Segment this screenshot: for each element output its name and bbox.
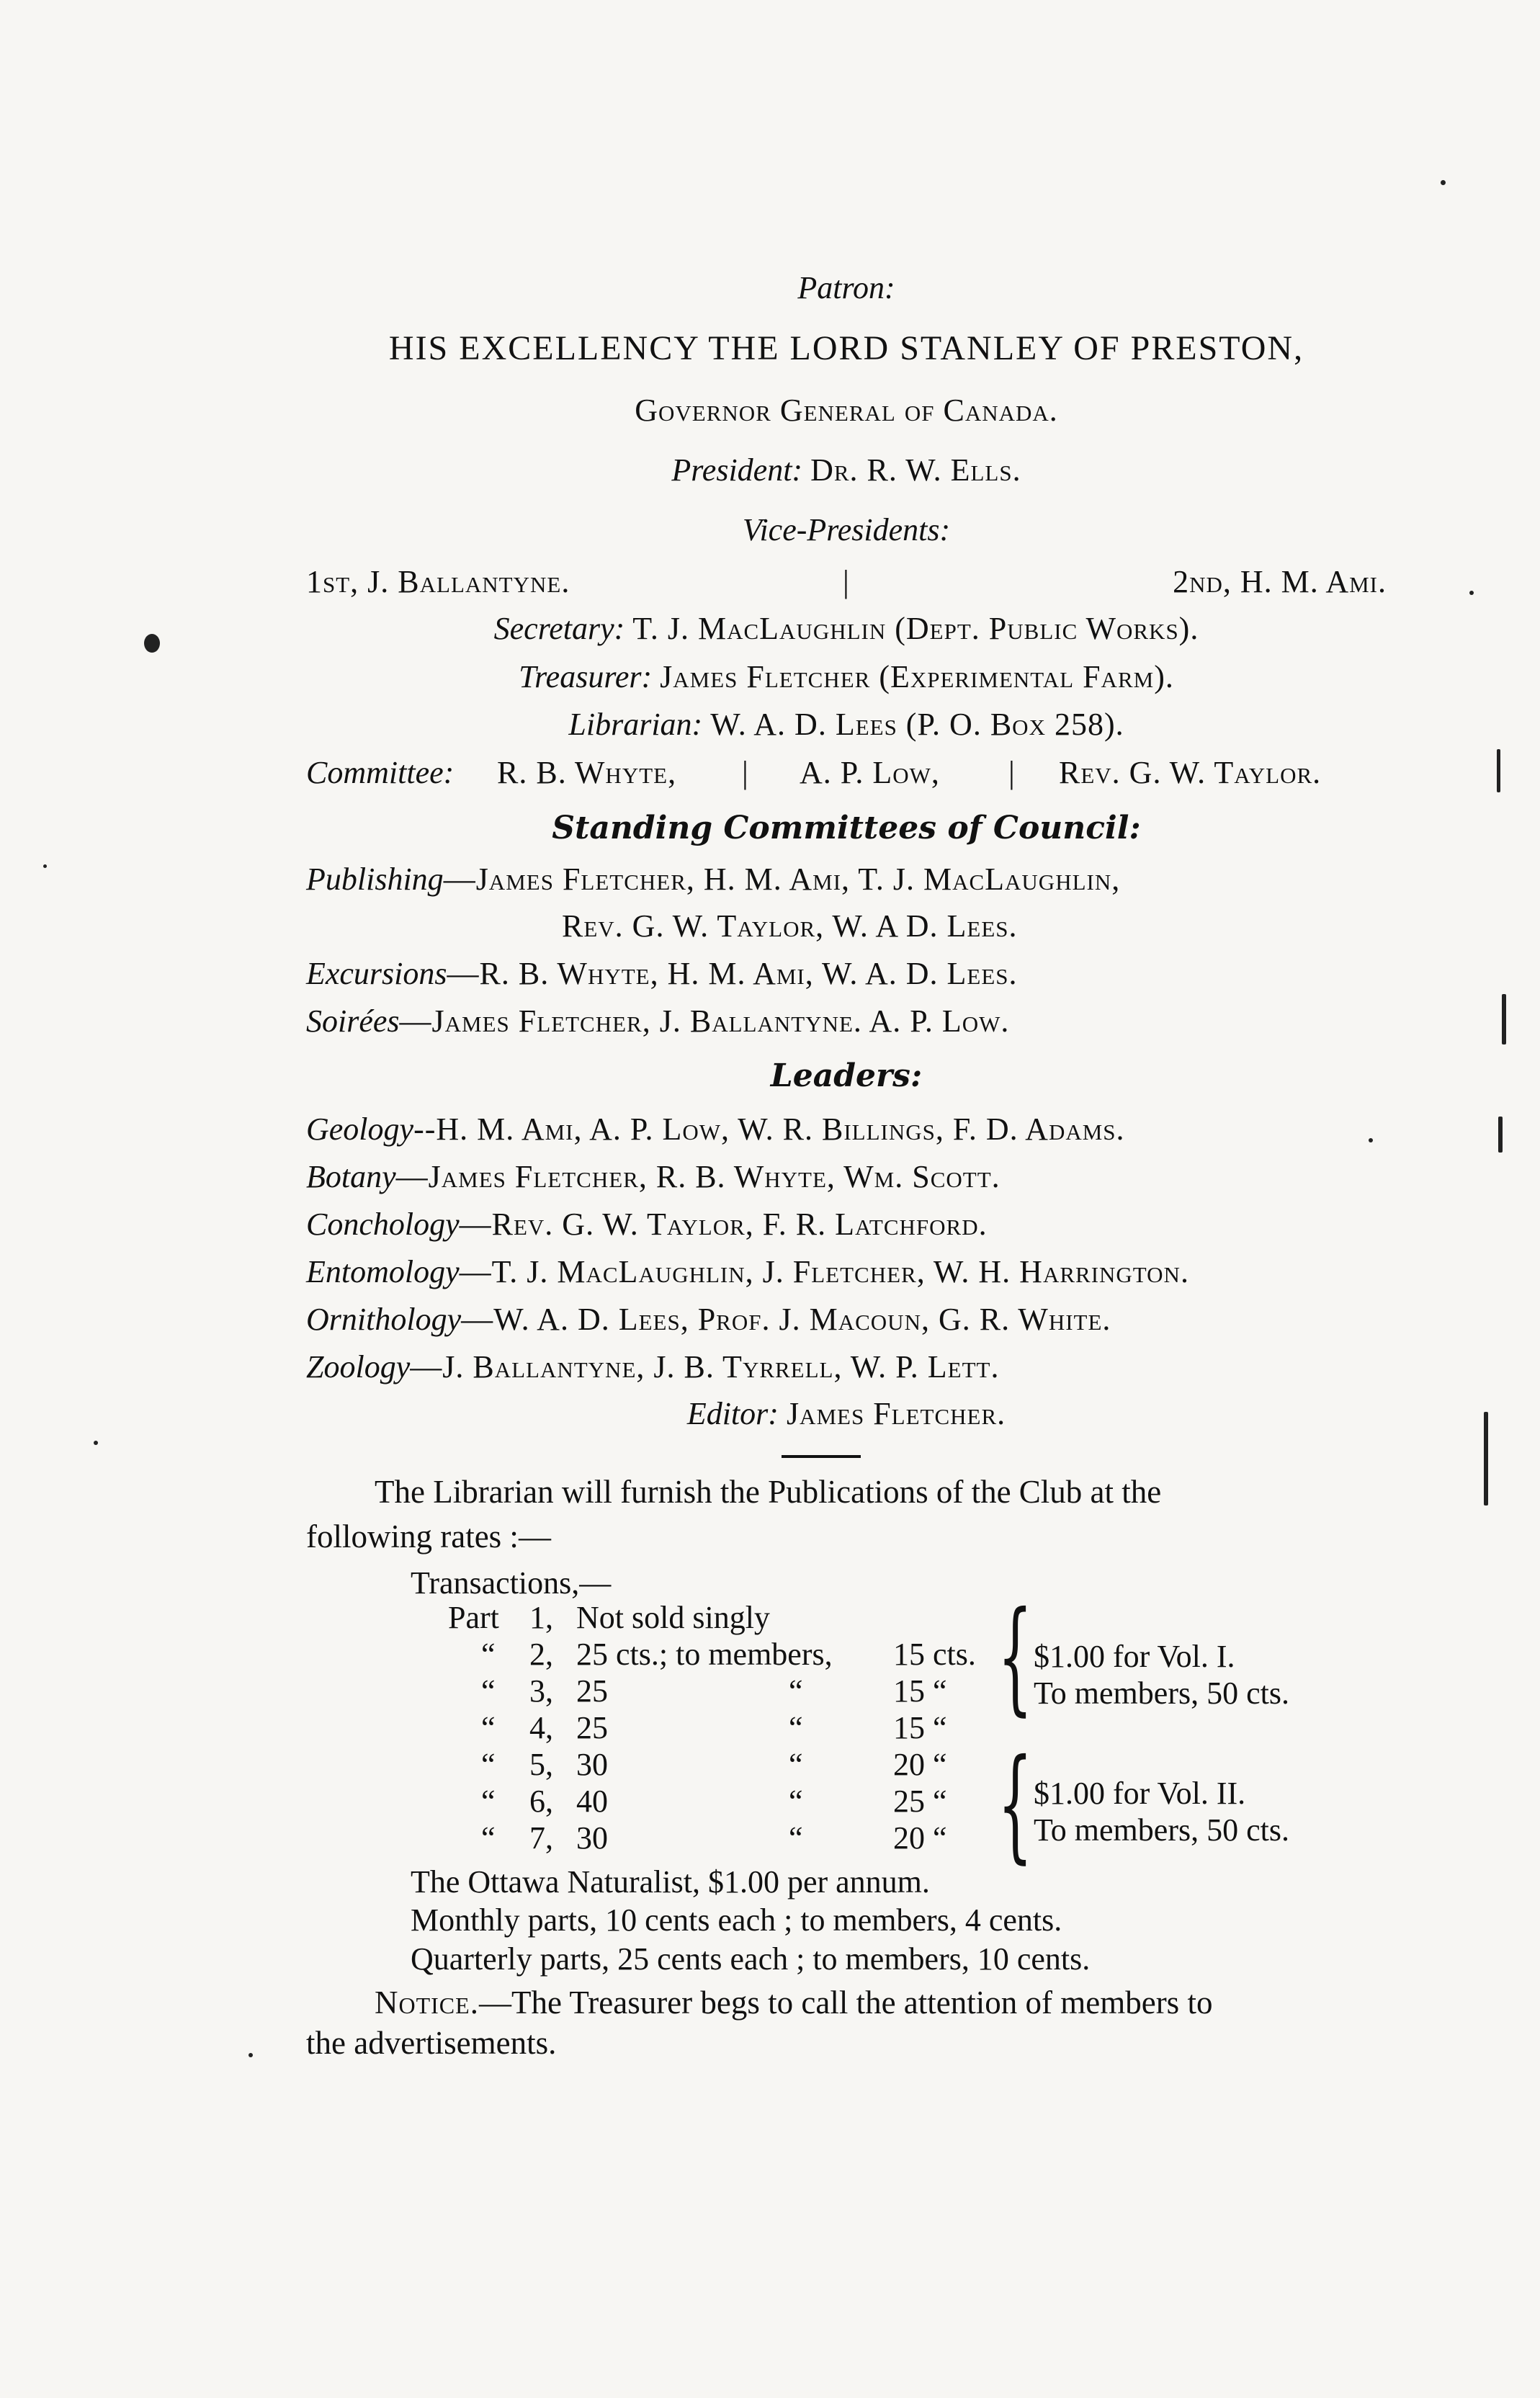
part-number: 3, (529, 1673, 553, 1709)
part-price: 25 cts.; to members, (576, 1637, 833, 1672)
part-member-ditto: “ (789, 1673, 803, 1709)
geology-value: --H. M. Ami, A. P. Low, W. R. Billings, F. D. Adams. (413, 1111, 1125, 1147)
part-number: 2, (529, 1637, 553, 1672)
committee-member-2: A. P. Low, (800, 755, 940, 790)
margin-mark (1498, 1117, 1503, 1153)
ornithology-row (306, 1299, 1387, 1340)
margin-mark (1502, 994, 1506, 1044)
dust-speck (94, 1441, 98, 1445)
part-number: 5, (529, 1747, 553, 1782)
patron-title: Governor General of Canada. (635, 393, 1058, 428)
part-ditto: “ (481, 1637, 496, 1672)
part-member-price: 25 “ (893, 1784, 947, 1819)
margin-mark (1497, 749, 1500, 792)
vice-president-separator: | (843, 564, 849, 599)
part-price: 30 (576, 1747, 608, 1782)
botany-value: —James Fletcher, R. B. Whyte, Wm. Scott. (395, 1159, 1000, 1194)
part-price: 25 (576, 1710, 608, 1745)
ornithology-value: —W. A. D. Lees, Prof. J. Macoun, G. R. White. (461, 1302, 1111, 1337)
conchology-label: Conchology (306, 1207, 460, 1242)
committee-member-3: Rev. G. W. Taylor. (1059, 755, 1322, 790)
vice-president-second: 2nd, H. M. Ami. (1173, 564, 1387, 599)
publishing-value: —James Fletcher, H. M. Ami, T. J. MacLaughlin, (443, 862, 1121, 897)
brace-vol2: { (998, 1733, 1033, 1876)
patron-label: Patron: (797, 270, 895, 305)
librarian-row (306, 704, 1387, 745)
notice-label: Notice. (375, 1985, 479, 2021)
vol2-price: $1.00 for Vol. II. (1034, 1776, 1246, 1811)
editor-value: James Fletcher. (786, 1396, 1006, 1431)
dust-speck (1469, 591, 1474, 595)
part-number: 4, (529, 1710, 553, 1745)
dust-speck (43, 864, 47, 868)
librarian-value: W. A. D. Lees (P. O. Box 258). (710, 707, 1124, 742)
botany-label: Botany (306, 1159, 396, 1194)
quarterly-parts: Quarterly parts, 25 cents each ; to members, 10 cents. (411, 1941, 1091, 1977)
treasurer-value: James Fletcher (Experimental Farm). (660, 659, 1174, 694)
editor-label: Editor: (686, 1396, 779, 1431)
president-row (306, 450, 1387, 491)
margin-mark (1484, 1412, 1488, 1506)
naturalist-subscription: The Ottawa Naturalist, $1.00 per annum. (411, 1864, 930, 1900)
secretary-value: T. J. MacLaughlin (Dept. Public Works). (632, 611, 1199, 646)
excursions-row (306, 954, 1387, 994)
editor-row (306, 1394, 1387, 1434)
geology-label: Geology (306, 1111, 414, 1147)
dust-speck (1441, 180, 1446, 185)
committee-separator-1: | (742, 755, 748, 790)
part-member-price: 15 cts. (893, 1637, 976, 1672)
botany-row (306, 1157, 1387, 1197)
entomology-value: —T. J. MacLaughlin, J. Fletcher, W. H. Harrington. (459, 1254, 1189, 1289)
vol2-members: To members, 50 cts. (1034, 1812, 1289, 1848)
zoology-row (306, 1347, 1387, 1387)
excursions-label: Excursions (306, 956, 447, 991)
part-number: 6, (529, 1784, 553, 1819)
entomology-label: Entomology (306, 1254, 460, 1289)
committee-label: Committee: (306, 755, 455, 790)
part-ditto: “ (481, 1784, 496, 1819)
part-price: 30 (576, 1820, 608, 1856)
soirees-label: Soirées (306, 1003, 400, 1039)
part-member-price: 20 “ (893, 1747, 947, 1782)
part-member-price: 15 “ (893, 1673, 947, 1709)
conchology-value: —Rev. G. W. Taylor, F. R. Latchford. (459, 1207, 988, 1242)
ornithology-label: Ornithology (306, 1302, 462, 1337)
publishing-value-continued: Rev. G. W. Taylor, W. A D. Lees. (562, 908, 1018, 944)
part-ditto: “ (481, 1673, 496, 1709)
part-member-ditto: “ (789, 1784, 803, 1819)
part-member-price: 20 “ (893, 1820, 947, 1856)
president-name: Dr. R. W. Ells. (810, 452, 1021, 488)
committee-member-1: R. B. Whyte, (497, 755, 677, 790)
transactions-label: Transactions,— (411, 1565, 612, 1601)
notice-text-continued: the advertisements. (306, 2025, 557, 2061)
soirees-value: —James Fletcher, J. Ballantyne. A. P. Low. (399, 1003, 1010, 1039)
part-member-ditto: “ (789, 1820, 803, 1856)
part-member-ditto: “ (789, 1747, 803, 1782)
part-price: Not sold singly (576, 1600, 770, 1635)
secretary-label: Secretary: (493, 611, 625, 646)
zoology-label: Zoology (306, 1349, 411, 1384)
part-number: 7, (529, 1820, 553, 1856)
ink-blot (144, 634, 160, 653)
part-member-price: 15 “ (893, 1710, 947, 1745)
part-price: 25 (576, 1673, 608, 1709)
vol1-members: To members, 50 cts. (1034, 1676, 1289, 1711)
secretary-row (306, 609, 1387, 649)
notice-row (375, 1982, 1455, 2023)
notice-text: —The Treasurer begs to call the attention of members to (478, 1985, 1213, 2021)
part-member-ditto: “ (789, 1710, 803, 1745)
section-divider (782, 1455, 861, 1458)
part-price: 40 (576, 1784, 608, 1819)
brace-vol1: { (998, 1585, 1033, 1728)
standing-committees-heading: Standing Committees of Council: (552, 810, 1141, 846)
vice-presidents-label: Vice-Presidents: (742, 512, 951, 547)
part-ditto: “ (481, 1820, 496, 1856)
part-ditto: “ (481, 1747, 496, 1782)
part-ditto: “ (481, 1710, 496, 1745)
conchology-row (306, 1204, 1387, 1245)
leaders-heading: Leaders: (770, 1057, 923, 1094)
patron-name: HIS EXCELLENCY THE LORD STANLEY OF PRESTON, (388, 329, 1304, 367)
soirees-row (306, 1001, 1387, 1042)
vice-president-first: 1st, J. Ballantyne. (306, 564, 570, 599)
treasurer-row (306, 657, 1387, 697)
treasurer-label: Treasurer: (519, 659, 653, 694)
excursions-value: —R. B. Whyte, H. M. Ami, W. A. D. Lees. (447, 956, 1018, 991)
entomology-row (306, 1252, 1387, 1292)
part-number: 1, (529, 1600, 553, 1635)
dust-speck (249, 2053, 253, 2057)
publications-intro-line2: following rates :— (306, 1518, 551, 1554)
geology-row (306, 1109, 1387, 1150)
monthly-parts: Monthly parts, 10 cents each ; to members, 4 cents. (411, 1902, 1062, 1938)
committee-separator-2: | (1008, 755, 1015, 790)
president-label: President: (671, 452, 803, 488)
publications-intro-line1: The Librarian will furnish the Publications of the Club at the (375, 1474, 1162, 1510)
librarian-label: Librarian: (568, 707, 703, 742)
vol1-price: $1.00 for Vol. I. (1034, 1639, 1235, 1674)
dust-speck (1369, 1138, 1373, 1142)
part-ditto: Part (448, 1600, 499, 1635)
publishing-row (306, 859, 1387, 900)
zoology-value: —J. Ballantyne, J. B. Tyrrell, W. P. Lett. (410, 1349, 1000, 1384)
publishing-label: Publishing (306, 862, 444, 897)
